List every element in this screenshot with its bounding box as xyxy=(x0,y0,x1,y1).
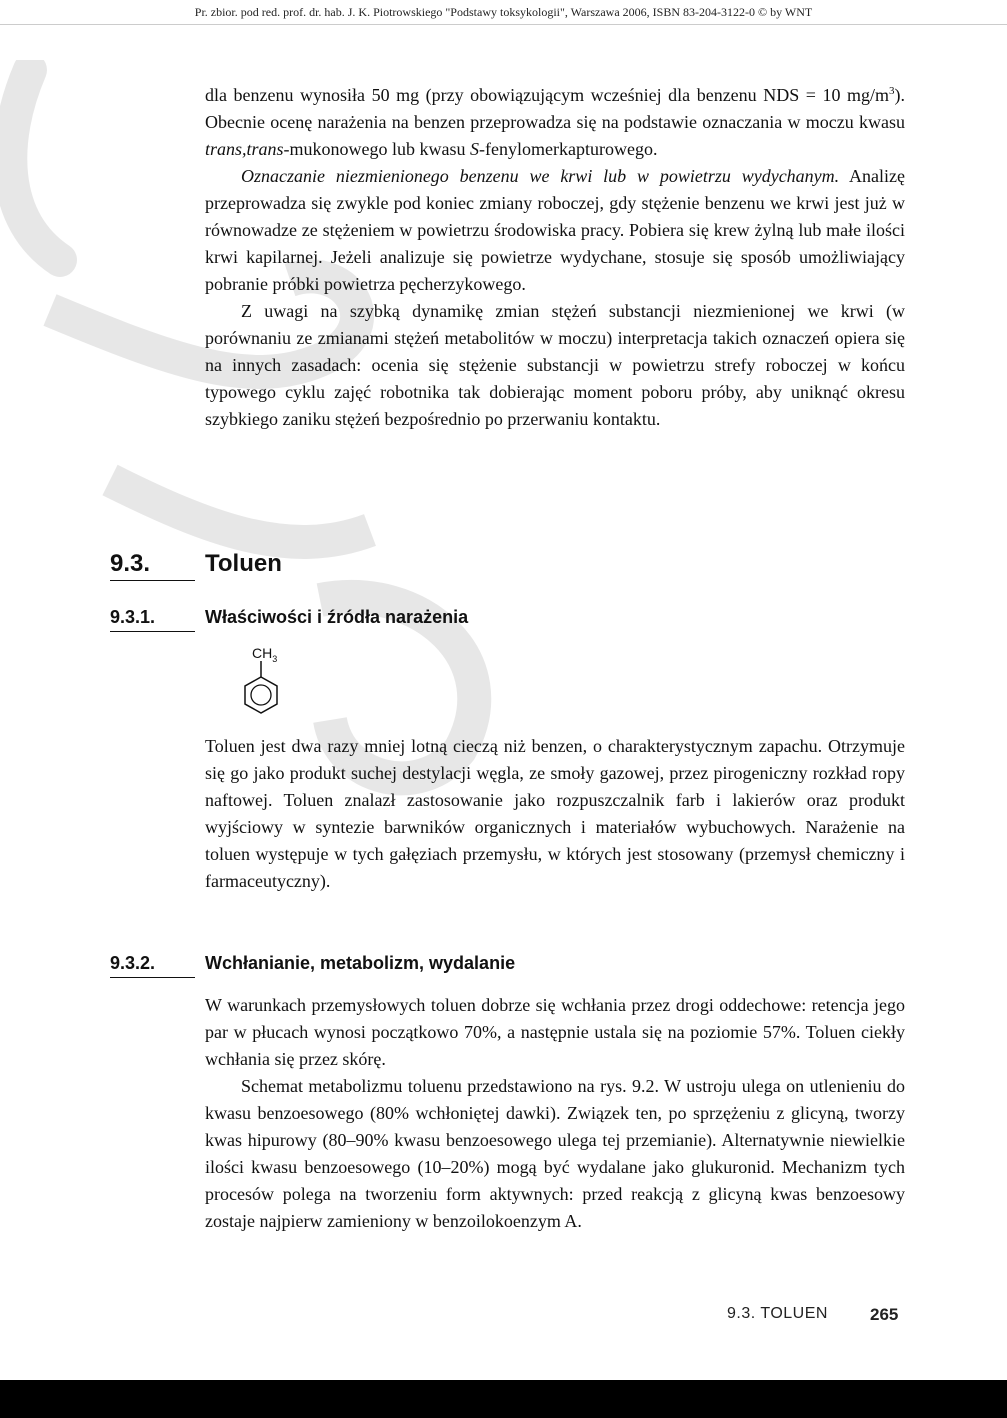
section-rule xyxy=(110,580,195,581)
subsection-1-paragraph: Toluen jest dwa razy mniej lotną cieczą niż benzen, o charakterystycznym zapachu. Otrzymuje się go jako produkt suchej destylacji węgla, ze smoły gazowej, przez pirogeniczny rozkład ropy naftowej. Toluen znalazł zastosowanie jako rozpuszczalnik farb i lakierów oraz produkt wyjściowy w syntezie barwników organicznych i materiałów wybuchowych. Narażenie na toluen występuje w tych gałęziach przemysłu, w których jest stosowany (przemysł chemiczny i farmaceutyczny). xyxy=(205,736,905,891)
subsection-1-text xyxy=(205,733,905,895)
subsection-1-title: Właściwości i źródła narażenia xyxy=(205,607,469,627)
subsection-2-text xyxy=(205,992,905,1235)
subsection-2-rule xyxy=(110,977,195,978)
subsection-1-number: 9.3.1. xyxy=(110,607,156,627)
section-number: 9.3. xyxy=(110,550,151,577)
citation-header: Pr. zbior. pod red. prof. dr. hab. J. K. Piotrowskiego "Podstawy toksykologii", Warszawa 2006, ISBN 83-204-3122-0 © by WNT xyxy=(0,0,1007,25)
intro-text xyxy=(205,78,905,433)
page-number: 265 xyxy=(870,1305,899,1324)
intro-paragraph-3: Z uwagi na szybką dynamikę zmian stężeń substancji niezmienionej we krwi (w porównaniu ze zmianami stężeń metabolitów w moczu) interpretacja takich oznaczeń opiera się na innych zasadach: ocenia się stężenie substancji w powietrzu strefy roboczej w końcu typowego cyklu zajęć robotnika tak dobierając moment poboru próby, aby uniknąć okresu szybkiego zaniku stężeń bezpośrednio po przerwaniu kontaktu. xyxy=(205,301,905,429)
subsection-2-title: Wchłanianie, metabolizm, wydalanie xyxy=(205,953,516,973)
benzene-ring-icon xyxy=(232,659,292,739)
section-title: Toluen xyxy=(205,550,282,577)
ch3-label: $CH_3$ xyxy=(252,645,278,664)
subsection-2-number: 9.3.2. xyxy=(110,953,156,973)
running-head: 9.3. TOLUEN xyxy=(727,1305,828,1322)
subsection-1-rule xyxy=(110,631,195,632)
subsection-2-paragraph-2: Schemat metabolizmu toluenu przedstawiono na rys. 9.2. W ustroju ulega on utlenieniu do kwasu benzoesowego (80% wchłoniętej dawki). Związek ten, po sprzężeniu z glicyną, tworzy kwas hipurowy (80–90% kwasu benzoesowego ulega tej przemianie). Alternatywnie niewielkie ilości kwasu benzoesowego (10–20%) mogą być wydalane jako glukuronid. Mechanizm tych procesów polega na tworzeniu form aktywnych: przed reakcją z glicyną kwas benzoesowy zostaje najpierw zamieniony w benzoilokoenzym A. xyxy=(205,1076,905,1231)
subsection-2-paragraph-1: W warunkach przemysłowych toluen dobrze się wchłania przez drogi oddechowe: retencja jego par w płucach wynosi początkowo 70%, a następnie ustala się na poziomie 57%. Toluen ciekły wchłania się przez skórę. xyxy=(205,995,905,1069)
intro-paragraph-2: Oznaczanie niezmienionego benzenu we krwi lub w powietrzu wydychanym. Analizę przeprowadza się zwykle pod koniec zmiany roboczej, gdy stężenie benzenu we krwi jest już w równowadze ze stężeniem w powietrzu środowiska pracy. Pobiera się krew żylną lub małe ilości krwi kapilarnej. Jeżeli analizuje się powietrze wydychane, stosuje się sposób umożliwiający pobranie próbki powietrza pęcherzykowego. xyxy=(205,166,905,294)
intro-paragraph-1: dla benzenu wynosiła 50 mg (przy obowiązującym wcześniej dla benzenu NDS = 10 $mg/m^3$). Obecnie ocenę narażenia na benzen przeprowadza się na podstawie oznaczania w moczu kwasu trans,trans-mukonowego lub kwasu S-fenylomerkapturowego. xyxy=(205,85,905,159)
